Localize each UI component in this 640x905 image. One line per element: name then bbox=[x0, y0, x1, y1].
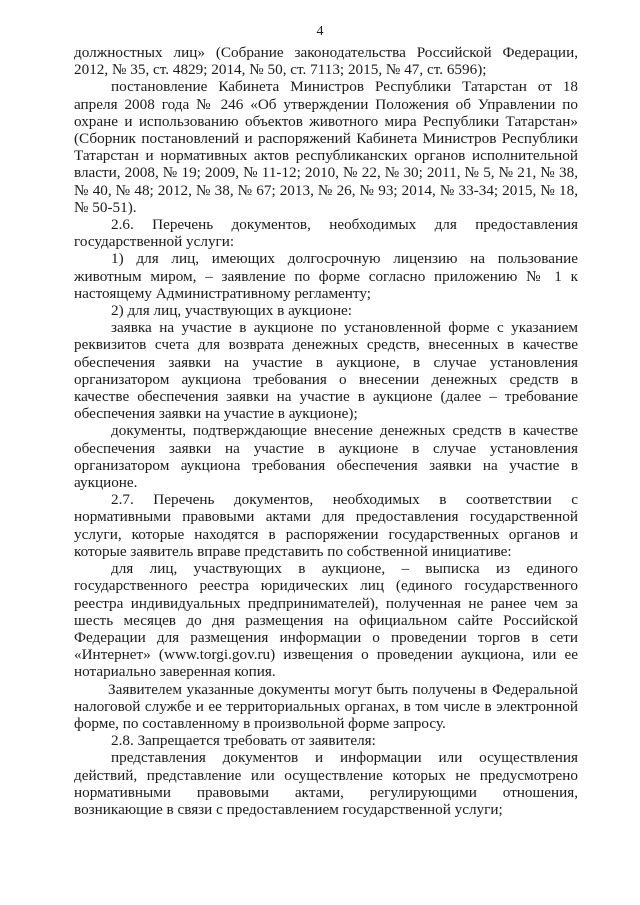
paragraph: должностных лиц» (Собрание законодательства Российской Федерации, 2012, № 35, ст. 4829; 2014, № 50, ст. 7113; 2015, № 47, ст. 6596); bbox=[74, 44, 578, 79]
paragraph: документы, подтверждающие внесение денежных средств в качестве обеспечения заявки на участие в аукционе в случае установления организатором аукциона требования обеспечения заявки на участие в аукционе. bbox=[74, 422, 578, 492]
paragraph: 2.7. Перечень документов, необходимых в соответствии с нормативными правовыми актами для предоставления государственной услуги, которые находятся в распоряжении государственных органов и которые заявитель вправе представить по собственной инициативе: bbox=[74, 491, 578, 560]
paragraph: постановление Кабинета Министров Республики Татарстан от 18 апреля 2008 года № 246 «Об утверждении Положения об Управлении по охране и использованию объектов животного мира Республики Татарстан» (Сборник постановлений и распоряжений Кабинета Министров Республики Татарстан и нормативных актов республиканских органов исполнительной власти, 2008, № 19; 2009, № 11-12; 2010, № 22, № 30; 2011, № 5, № 21, № 38, № 40, № 48; 2012, № 38, № 67; 2013, № 26, № 93; 2014, № 33-34; 2015, № 18, № 50-51). bbox=[74, 78, 578, 216]
paragraph: 2.6. Перечень документов, необходимых для предоставления государственной услуги: bbox=[74, 216, 578, 251]
paragraph: для лиц, участвующих в аукционе, – выписка из единого государственного реестра юридических лиц (единого государственного реестра индивидуальных предпринимателей), полученная не ранее чем за шесть месяцев до дня размещения на официальном сайте Российской Федерации для размещения информации о проведении торгов в сети «Интернет» (www.torgi.gov.ru) извещения о проведении аукциона, или ее нотариально заверенная копия. bbox=[74, 560, 578, 681]
paragraph: 2.8. Запрещается требовать от заявителя: bbox=[111, 732, 376, 750]
paragraph: 2) для лиц, участвующих в аукционе: bbox=[111, 302, 352, 320]
paragraph: заявка на участие в аукционе по установленной форме с указанием реквизитов счета для возврата денежных средств, внесенных в качестве обеспечения заявки на участие в аукционе, в случае установления организатором аукциона требования о внесении денежных средств в качестве обеспечения заявки на участие в аукционе (далее – требование обеспечения заявки на участие в аукционе); bbox=[74, 319, 578, 423]
paragraph: представления документов и информации или осуществления действий, представление или осуществление которых не предусмотрено нормативными правовыми актами, регулирующими отношения, возникающие в связи с предоставлением государственной услуги; bbox=[74, 749, 578, 818]
page-number: 4 bbox=[316, 24, 324, 39]
paragraph: Заявителем указанные документы могут быть получены в Федеральной налоговой службе и ее территориальных органах, в том числе в электронной форме, по составленному в произвольной форме запросу. bbox=[74, 680, 578, 732]
document-body bbox=[74, 44, 578, 818]
paragraph: 1) для лиц, имеющих долгосрочную лицензию на пользование животным миром, – заявление по форме согласно приложению № 1 к настоящему Административному регламенту; bbox=[74, 250, 578, 302]
